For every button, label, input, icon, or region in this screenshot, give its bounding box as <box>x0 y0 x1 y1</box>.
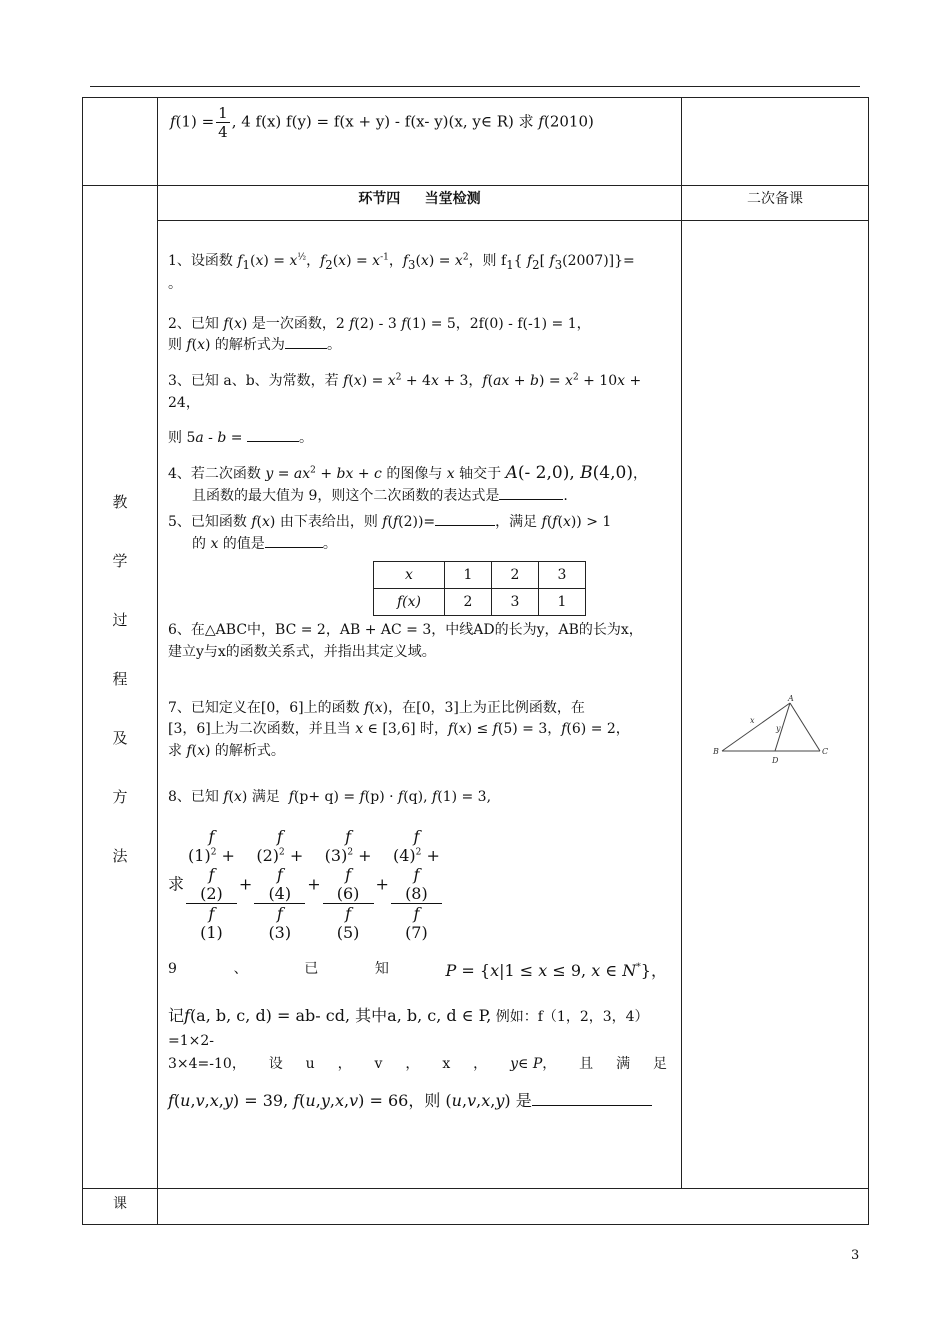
side-label-char-5: 及 <box>112 729 128 747</box>
secondary-prep-cell <box>682 221 869 1189</box>
problem-1: 1、设函数 $f_1(x) = x^{\frac{1}{2}}$，$f_2(x) = x^{-1}$，$f_3(x) = x^2$，则 $f_1${ $f_2$[ $f_3(2007)]\}=$ <box>168 252 635 272</box>
problem-7: 7、已知定义在[0，6]上的函数 f(x)，在[0，3]上为正比例函数，在 [3，6]上为二次函数，并且当 x ∈ [3,6] 时，f(x) ≤ f(5) = 3，f(6) = 2， 求 f(x) 的解析式。 <box>168 699 630 760</box>
bottom-label: 课 <box>83 1189 158 1225</box>
vertex-c-label: C <box>822 747 829 756</box>
top-formula-cell <box>158 98 682 186</box>
bottom-content-cell <box>158 1189 869 1225</box>
median-y-label: y <box>776 724 781 733</box>
point-d-label: D <box>772 756 779 765</box>
problem-3: 3、已知 a、b、为常数，若 $f(x) = x^2 + 4x + 3$，$f(ax + b) = x^2 + 10x + 24$， 则 5a - b = 。 <box>168 372 642 447</box>
side-label-cell <box>83 186 158 1189</box>
problem-5: 5、已知函数 f(x) 由下表给出，则 f(f(2))= ，满足 f(f(x)) > 1 的 x 的值是 。 <box>168 514 612 552</box>
vertex-b-label: B <box>713 747 719 756</box>
answer-blank-9[interactable] <box>532 1105 652 1106</box>
side-label-char-4: 程 <box>112 670 128 688</box>
answer-blank-4[interactable] <box>499 499 563 500</box>
answer-blank-5a[interactable] <box>435 525 495 526</box>
answer-blank-3[interactable] <box>247 441 299 442</box>
vertex-a-label: A <box>788 695 794 703</box>
problem-9: 9 、 已 知 P = {x|1 ≤ x ≤ 9, x ∈ N*}， 记f(a, b, c, d) = ab- cd, 其中a, b, c, d ∈ P, 例如：f（1，2，3，4）=1×2- 3×4=-10， 设 u ， v ， x ， y∈ P， 且 满 足 f(u,v,x,y) = 39, f(u,y,x,v) = 66，则 (u,v,x,y) 是 <box>168 960 667 1111</box>
top-left-cell <box>83 98 158 186</box>
section-title: 环节四 当堂检测 <box>158 186 682 221</box>
triangle-figure <box>712 695 832 775</box>
lesson-table <box>82 97 869 1225</box>
problem-6-line-1: 6、在△ABC中，BC = 2，AB + AC = 3，中线AD的长为y，AB的长为x， <box>168 622 643 639</box>
value-table-cell-2: 3 <box>492 589 539 616</box>
value-table-row-label: f(x) <box>374 589 445 616</box>
header-rule <box>90 86 860 87</box>
answer-blank-2[interactable] <box>285 348 327 349</box>
problems-cell <box>158 221 682 1189</box>
problem-4: 4、若二次函数 $y = ax^2$ + bx + c 的图像与 x 轴交于 A(- 2,0), B(4,0)， 且函数的最大值为 9，则这个二次函数的表达式是 . <box>168 463 647 505</box>
problem-8-expression: 求 f $(1)^2$ + f (2) f (1) + f $(2)^2$ + f (4) f (3) + f $(3)^2$ + f (6) f (5) + f $(4)^2$ + f (8) f (7) <box>168 826 440 943</box>
value-table-header-1: 1 <box>445 562 492 589</box>
problem-2: 2、已知 f(x) 是一次函数，2 f(2) - 3 f(1) = 5，2f(0) - f(-1) = 1， 则 f(x) 的解析式为 。 <box>168 315 591 354</box>
value-table-header-x: x <box>374 562 445 589</box>
side-x-label: x <box>750 716 755 725</box>
value-table-cell-1: 2 <box>445 589 492 616</box>
problem-6-line-2: 建立y与x的函数关系式，并指出其定义域。 <box>168 644 436 661</box>
problem-6 <box>168 620 667 663</box>
side-label-char-1: 教 <box>112 493 128 511</box>
answer-blank-5b[interactable] <box>265 547 323 548</box>
top-right-cell <box>682 98 869 186</box>
side-label-char-6: 方 <box>112 788 128 806</box>
value-table-cell-3: 1 <box>539 589 586 616</box>
value-table-header-3: 3 <box>539 562 586 589</box>
side-label-char-2: 学 <box>112 552 128 570</box>
side-label-char-3: 过 <box>112 611 128 629</box>
side-label-char-7: 法 <box>112 847 128 865</box>
page-number: 3 <box>851 1248 860 1263</box>
secondary-prep-title: 二次备课 <box>682 186 869 221</box>
top-formula: f(1) = $\frac{1}{4}$ , 4 f(x) f(y) = f(x + y) - f(x- y)(x, y∈ R) 求 f(2010) <box>170 104 594 141</box>
problem-8: 8、已知 f(x) 满足 f(p+ q) = f(p) · f(q), f(1) = 3, 求 f $(1)^2$ + f (2) f (1) + f $(2)^2$ + f (4) f (3) + f $(3)^2$ + f (6) f (5) + f $(4)^2$ + f (8) f (7) <box>168 787 667 943</box>
value-table-header-2: 2 <box>492 562 539 589</box>
problem-1-end: 。 <box>168 275 182 292</box>
value-table <box>373 561 586 616</box>
